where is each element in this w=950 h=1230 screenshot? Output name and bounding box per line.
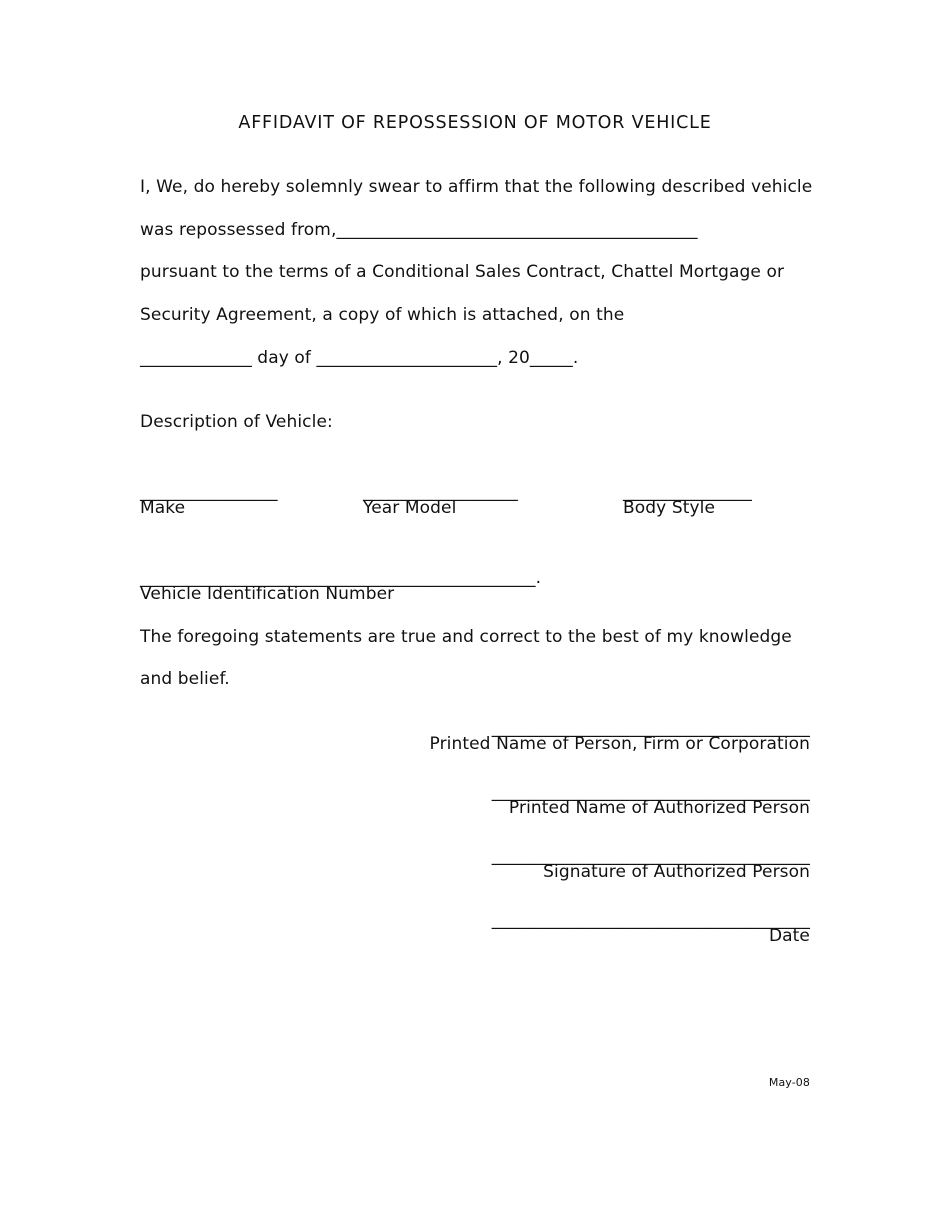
paragraph-line-1: I, We, do hereby solemnly swear to affirm that the following described vehicle	[140, 177, 813, 197]
paragraph-line-3: pursuant to the terms of a Conditional Sales Contract, Chattel Mortgage or	[140, 262, 785, 282]
signature-field[interactable]: _____________________________________	[491, 846, 810, 866]
year-model-field[interactable]: __________________	[363, 482, 518, 502]
make-field[interactable]: ________________	[140, 482, 278, 502]
signature-label: Signature of Authorized Person	[543, 862, 810, 882]
statement-line-1: The foregoing statements are true and correct to the best of my knowledge	[140, 627, 792, 647]
date-label: Date	[768, 926, 810, 946]
repossessed-from-field[interactable]: was repossessed from,__________________________________________	[140, 220, 698, 240]
paragraph-line-4: Security Agreement, a copy of which is attached, on the	[140, 305, 625, 325]
date-fields-line[interactable]: _____________ day of _____________________, 20_____.	[140, 348, 579, 368]
year-model-label: Year Model	[363, 498, 457, 518]
authorized-name-field[interactable]: _____________________________________	[491, 782, 810, 802]
vin-field[interactable]: ______________________________________________.	[140, 568, 542, 588]
authorized-name-label: Printed Name of Authorized Person	[508, 798, 810, 818]
document-title: AFFIDAVIT OF REPOSSESSION OF MOTOR VEHICLE	[238, 113, 712, 133]
date-field[interactable]: _____________________________________	[491, 910, 810, 930]
footer-date: May-08	[768, 1076, 810, 1089]
printed-name-label: Printed Name of Person, Firm or Corporation	[429, 734, 810, 754]
make-label: Make	[140, 498, 186, 518]
body-style-field[interactable]: _______________	[623, 482, 752, 502]
statement-line-2: and belief.	[140, 669, 230, 689]
body-style-label: Body Style	[623, 498, 716, 518]
vin-label: Vehicle Identification Number	[140, 584, 395, 604]
description-label: Description of Vehicle:	[140, 412, 333, 432]
printed-name-field[interactable]: _____________________________________	[491, 718, 810, 738]
